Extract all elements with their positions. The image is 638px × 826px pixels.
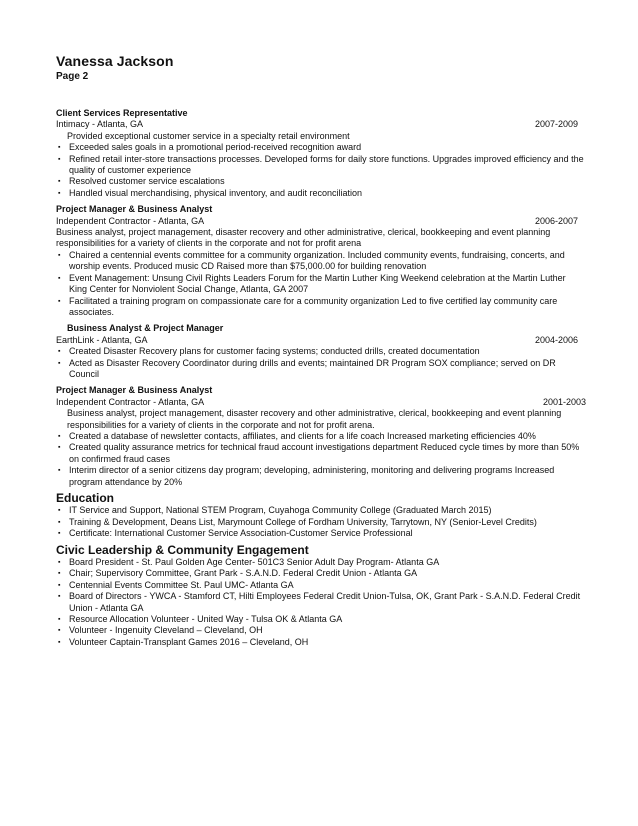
- list-item: ▪ Created quality assurance metrics for technical fraud account investigations department Reduced cycle times by more than 50% on confirmed fraud cases: [56, 442, 586, 465]
- job-entry: [56, 204, 586, 318]
- job-summary: Provided exceptional customer service in a specialty retail environment: [67, 130, 350, 141]
- list-item: ▪ Acted as Disaster Recovery Coordinator during drills and events; maintained DR Program SOX compliance; served on DR Council: [56, 358, 586, 381]
- job-org-row: [56, 119, 586, 130]
- resume-content: [56, 108, 586, 648]
- job-org-row: [56, 335, 586, 346]
- job-entry: [56, 385, 586, 488]
- job-organization: Independent Contractor - Atlanta, GA: [56, 396, 205, 407]
- job-summary: Business analyst, project management, disaster recovery and other administrative, clerical, bookkeeping and event planning responsibilities for a variety of clients in the corporate and not for profit arena: [56, 227, 551, 249]
- list-item: ▪ Resolved customer service escalations: [56, 176, 586, 187]
- job-entry: [56, 323, 586, 380]
- list-item: ▪ Board of Directors - YWCA - Stamford CT, Hilti Employees Federal Credit Union-Tulsa, OK, Grant Park - S.A.N.D. Federal Credit Union - Atlanta GA: [56, 591, 586, 614]
- job-entry: [56, 108, 586, 199]
- job-bullets: [56, 346, 586, 380]
- list-item: ▪ Certificate: International Customer Service Association-Customer Service Professional: [56, 528, 586, 539]
- list-item: ▪ Chaired a centennial events committee for a community organization. Included community events, fundraising, concerts, and worship events. Produced music CD Raised more than $75,000.00 for building renovation: [56, 250, 586, 273]
- list-item: ▪ Interim director of a senior citizens day program; developing, administering, monitoring and delivering programs Increased program attendance by 20%: [56, 465, 586, 488]
- job-dates: 2001-2003: [542, 396, 586, 407]
- job-org-row: [56, 397, 586, 408]
- list-item: ▪ Board President - St. Paul Golden Age Center- 501C3 Senior Adult Day Program- Atlanta GA: [56, 557, 586, 568]
- job-title: Business Analyst & Project Manager: [67, 323, 224, 334]
- job-bullets: [56, 142, 586, 199]
- job-title: Project Manager & Business Analyst: [56, 385, 213, 396]
- job-org-row: [56, 216, 586, 227]
- job-dates: 2007-2009: [534, 119, 578, 130]
- list-item: ▪ Volunteer Captain-Transplant Games 2016 – Cleveland, OH: [56, 637, 586, 648]
- list-item: ▪ IT Service and Support, National STEM Program, Cuyahoga Community College (Graduated March 2015): [56, 505, 586, 516]
- education-heading: Education: [56, 491, 115, 505]
- education-list: [56, 505, 586, 539]
- job-dates: 2004-2006: [534, 334, 578, 345]
- job-title: Project Manager & Business Analyst: [56, 204, 213, 215]
- job-summary: Business analyst, project management, disaster recovery and other administrative, clerical, bookkeeping and event planning responsibilities for a variety of clients in the corporate and not for profit arena.: [67, 408, 562, 430]
- civic-heading: Civic Leadership & Community Engagement: [56, 542, 309, 557]
- list-item: ▪ Exceeded sales goals in a promotional period-received recognition award: [56, 142, 586, 153]
- page-number: Page 2: [56, 71, 89, 82]
- job-title: Client Services Representative: [56, 108, 188, 118]
- list-item: ▪ Volunteer - Ingenuity Cleveland – Cleveland, OH: [56, 625, 586, 636]
- candidate-name: Vanessa Jackson: [56, 53, 174, 69]
- list-item: ▪ Refined retail inter-store transactions processes. Developed forms for daily store functions. Upgrades improved efficiency and the quality of customer experience: [56, 154, 586, 177]
- list-item: ▪ Resource Allocation Volunteer - United Way - Tulsa OK & Atlanta GA: [56, 614, 586, 625]
- job-dates: 2006-2007: [534, 215, 578, 226]
- job-organization: EarthLink - Atlanta, GA: [56, 334, 148, 345]
- list-item: ▪ Created Disaster Recovery plans for customer facing systems; conducted drills, created documentation: [56, 346, 586, 357]
- job-bullets: [56, 431, 586, 488]
- list-item: ▪ Training & Development, Deans List, Marymount College of Fordham University, Tarrytown, NY (Senior-Level Credits): [56, 517, 586, 528]
- list-item: ▪ Centennial Events Committee St. Paul UMC- Atlanta GA: [56, 580, 586, 591]
- list-item: ▪ Facilitated a training program on compassionate care for a community organization Led to five certified lay community care associates.: [56, 296, 586, 319]
- list-item: ▪ Created a database of newsletter contacts, affiliates, and clients for a life coach Increased marketing efficiencies 40%: [56, 431, 586, 442]
- job-organization: Intimacy - Atlanta, GA: [56, 119, 144, 130]
- civic-list: [56, 557, 586, 648]
- job-bullets: [56, 250, 586, 318]
- list-item: ▪ Event Management: Unsung Civil Rights Leaders Forum for the Martin Luther King Weekend celebration at the Martin Luther King Center for Nonviolent Social Change, Atlanta, GA 2007: [56, 273, 586, 296]
- job-organization: Independent Contractor - Atlanta, GA: [56, 215, 205, 226]
- list-item: ▪ Chair; Supervisory Committee, Grant Park - S.A.N.D. Federal Credit Union - Atlanta GA: [56, 568, 586, 579]
- list-item: ▪ Handled visual merchandising, physical inventory, and audit reconciliation: [56, 188, 586, 199]
